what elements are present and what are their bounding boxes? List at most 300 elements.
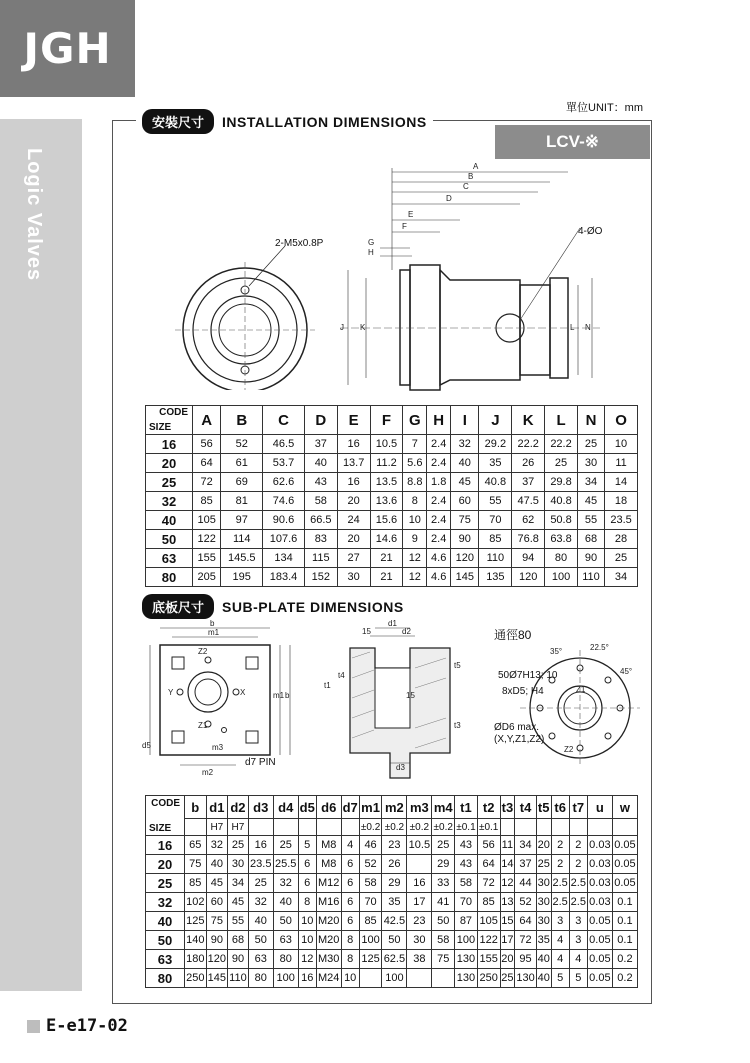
value-cell: 4	[341, 836, 359, 855]
size-cell: 80	[146, 568, 193, 587]
tolerance-cell: ±0.2	[407, 819, 432, 836]
value-cell: 60	[206, 893, 228, 912]
value-cell: 40	[273, 893, 298, 912]
value-cell: 21	[370, 549, 403, 568]
value-cell: 250	[477, 969, 500, 988]
table1-header: K	[512, 406, 545, 435]
table2-header: t7	[569, 796, 587, 819]
tolerance-cell	[185, 819, 207, 836]
tolerance-cell: ±0.2	[359, 819, 382, 836]
value-cell: 65	[185, 836, 207, 855]
value-cell: 155	[193, 549, 221, 568]
value-cell: 30	[577, 454, 604, 473]
value-cell: 100	[359, 931, 382, 950]
value-cell: 0.03	[587, 855, 612, 874]
value-cell: 110	[479, 549, 512, 568]
value-cell: 70	[455, 893, 478, 912]
svg-text:m3: m3	[212, 743, 224, 752]
tolerance-cell: ±0.1	[477, 819, 500, 836]
value-cell: 34	[515, 836, 537, 855]
table1-header: B	[221, 406, 263, 435]
value-cell: 105	[193, 511, 221, 530]
value-cell: 46	[359, 836, 382, 855]
table1-header: L	[545, 406, 578, 435]
ports-note: (X,Y,Z1,Z2)	[494, 734, 545, 745]
value-cell: 30	[536, 912, 551, 931]
value-cell: 6	[341, 874, 359, 893]
table2-header: d1	[206, 796, 228, 819]
svg-text:Z1: Z1	[576, 685, 586, 694]
size-cell: 25	[146, 473, 193, 492]
value-cell: 90	[206, 931, 228, 950]
svg-text:m1: m1	[273, 691, 285, 700]
value-cell: 110	[577, 568, 604, 587]
value-cell: M20	[316, 931, 341, 950]
value-cell: 0.03	[587, 893, 612, 912]
tolerance-cell	[587, 819, 612, 836]
value-cell: 13.7	[337, 454, 370, 473]
value-cell: M8	[316, 836, 341, 855]
value-cell: 6	[341, 893, 359, 912]
subplate-circular-view	[520, 640, 640, 770]
table2-header: t1	[455, 796, 478, 819]
value-cell: 0.05	[587, 931, 612, 950]
value-cell: 17	[407, 893, 432, 912]
table1-header: O	[605, 406, 638, 435]
value-cell: 58	[359, 874, 382, 893]
lcv-model-badge: LCV-※	[495, 125, 650, 159]
value-cell: 18	[605, 492, 638, 511]
value-cell: 80	[545, 549, 578, 568]
value-cell: 62	[512, 511, 545, 530]
table2-header: u	[587, 796, 612, 819]
table1-header: H	[427, 406, 451, 435]
table-row	[146, 855, 638, 874]
value-cell: 12	[403, 568, 427, 587]
value-cell: 50	[273, 912, 298, 931]
value-cell: M20	[316, 912, 341, 931]
value-cell: 12	[403, 549, 427, 568]
value-cell: 25	[500, 969, 515, 988]
value-cell: 87	[455, 912, 478, 931]
svg-text:G: G	[368, 238, 375, 247]
value-cell: 40	[536, 969, 551, 988]
value-cell: 22.2	[512, 435, 545, 454]
value-cell: 41	[432, 893, 455, 912]
value-cell: 52	[515, 893, 537, 912]
value-cell: 40	[304, 454, 337, 473]
value-cell: 58	[455, 874, 478, 893]
table1-header: J	[479, 406, 512, 435]
value-cell: 44	[515, 874, 537, 893]
value-cell: 80	[273, 950, 298, 969]
installation-badge: 安裝尺寸	[142, 109, 214, 134]
value-cell: 3	[569, 931, 587, 950]
value-cell: 58	[432, 931, 455, 950]
table-row	[146, 435, 638, 454]
value-cell: 100	[382, 969, 407, 988]
value-cell: 25	[536, 855, 551, 874]
value-cell: 30	[536, 893, 551, 912]
value-cell: 85	[359, 912, 382, 931]
value-cell: 2.5	[551, 893, 569, 912]
value-cell: 100	[455, 931, 478, 950]
value-cell: 90	[577, 549, 604, 568]
value-cell: 120	[206, 950, 228, 969]
value-cell: 32	[206, 836, 228, 855]
value-cell: 53.7	[263, 454, 305, 473]
value-cell: 6	[298, 874, 316, 893]
value-cell	[407, 855, 432, 874]
value-cell: 26	[382, 855, 407, 874]
size-cell: 40	[146, 511, 193, 530]
subplate-section-header	[136, 594, 410, 619]
value-cell: 60	[451, 492, 479, 511]
value-cell: 10	[298, 912, 316, 931]
value-cell: 130	[455, 969, 478, 988]
value-cell: 34	[605, 568, 638, 587]
value-cell: 107.6	[263, 530, 305, 549]
value-cell: 20	[337, 530, 370, 549]
value-cell: 55	[479, 492, 512, 511]
value-cell: 6	[341, 912, 359, 931]
value-cell: 0.2	[612, 950, 637, 969]
table-row	[146, 549, 638, 568]
installation-section-header	[136, 109, 433, 134]
value-cell: 25	[545, 454, 578, 473]
value-cell: 134	[263, 549, 305, 568]
value-cell: 0.05	[587, 912, 612, 931]
svg-text:Z1: Z1	[198, 721, 208, 730]
value-cell: 34	[577, 473, 604, 492]
value-cell: 11	[605, 454, 638, 473]
value-cell: 183.4	[263, 568, 305, 587]
value-cell: 23.5	[605, 511, 638, 530]
value-cell: 40	[451, 454, 479, 473]
value-cell: 30	[407, 931, 432, 950]
value-cell: 75	[206, 912, 228, 931]
table-row	[146, 931, 638, 950]
table2-header: m4	[432, 796, 455, 819]
svg-text:d1: d1	[388, 619, 397, 628]
value-cell: 10.5	[370, 435, 403, 454]
value-cell: 0.05	[612, 855, 637, 874]
value-cell: 40.8	[545, 492, 578, 511]
svg-text:b: b	[285, 691, 290, 700]
value-cell: 0.2	[612, 969, 637, 988]
value-cell: 4	[551, 950, 569, 969]
table1-header: D	[304, 406, 337, 435]
tolerance-cell	[536, 819, 551, 836]
table-row	[146, 950, 638, 969]
value-cell: 63.8	[545, 530, 578, 549]
value-cell: 29	[432, 855, 455, 874]
value-cell: 8	[341, 950, 359, 969]
value-cell: 61	[221, 454, 263, 473]
value-cell: 74.6	[263, 492, 305, 511]
value-cell: 52	[359, 855, 382, 874]
value-cell: 152	[304, 568, 337, 587]
tolerance-cell: ±0.2	[382, 819, 407, 836]
value-cell: 8	[403, 492, 427, 511]
value-cell: 33	[432, 874, 455, 893]
value-cell: 30	[536, 874, 551, 893]
value-cell: 4	[551, 931, 569, 950]
value-cell: 145.5	[221, 549, 263, 568]
value-cell: 4	[569, 950, 587, 969]
value-cell: 5.6	[403, 454, 427, 473]
value-cell: 62.6	[263, 473, 305, 492]
value-cell: 72	[515, 931, 537, 950]
table2-header: t2	[477, 796, 500, 819]
value-cell: 40	[206, 855, 228, 874]
svg-text:A: A	[473, 162, 479, 171]
svg-text:d3: d3	[396, 763, 405, 772]
value-cell: 125	[359, 950, 382, 969]
page-code: E-e17-02	[46, 1016, 128, 1036]
value-cell: 0.05	[587, 969, 612, 988]
table-row	[146, 492, 638, 511]
value-cell: 95	[515, 950, 537, 969]
value-cell: M16	[316, 893, 341, 912]
value-cell: 0.1	[612, 931, 637, 950]
value-cell: 64	[193, 454, 221, 473]
brand-logo: JGH	[0, 0, 135, 97]
size-cell: 50	[146, 530, 193, 549]
table-row	[146, 454, 638, 473]
value-cell: M30	[316, 950, 341, 969]
table1-header: N	[577, 406, 604, 435]
tolerance-cell: H7	[228, 819, 249, 836]
value-cell: 11	[500, 836, 515, 855]
size-cell: 80	[146, 969, 185, 988]
value-cell: 38	[407, 950, 432, 969]
footer-square-icon	[27, 1020, 40, 1033]
svg-text:d2: d2	[402, 627, 411, 636]
value-cell: 0.1	[612, 893, 637, 912]
table2-header: d5	[298, 796, 316, 819]
table2-code-label: CODE	[151, 797, 180, 809]
value-cell: 34	[228, 874, 249, 893]
value-cell: 12	[298, 950, 316, 969]
d6max-note: ØD6 max.	[494, 722, 540, 733]
table2-header: d3	[248, 796, 273, 819]
m5-thread-note: 2-M5x0.8P	[275, 238, 324, 249]
tolerance-cell	[298, 819, 316, 836]
table2-header: d4	[273, 796, 298, 819]
installation-title: INSTALLATION DIMENSIONS	[222, 113, 427, 130]
value-cell: 30	[337, 568, 370, 587]
size-cell: 63	[146, 950, 185, 969]
svg-text:35°: 35°	[550, 647, 563, 656]
value-cell: 180	[185, 950, 207, 969]
page-footer	[27, 1016, 128, 1036]
svg-text:J: J	[340, 323, 344, 332]
table-row	[146, 969, 638, 988]
value-cell: 1.8	[427, 473, 451, 492]
value-cell: 27	[337, 549, 370, 568]
value-cell: 50	[432, 912, 455, 931]
value-cell: 16	[248, 836, 273, 855]
value-cell: 114	[221, 530, 263, 549]
value-cell: 4.6	[427, 549, 451, 568]
value-cell: 47.5	[512, 492, 545, 511]
value-cell: 17	[500, 931, 515, 950]
table2-size-label: SIZE	[149, 822, 172, 834]
value-cell: 40	[248, 912, 273, 931]
size-cell: 32	[146, 893, 185, 912]
svg-text:F: F	[402, 222, 407, 231]
value-cell: 68	[228, 931, 249, 950]
value-cell: 63	[248, 950, 273, 969]
value-cell: 3	[569, 912, 587, 931]
value-cell: 21	[370, 568, 403, 587]
value-cell: 90	[228, 950, 249, 969]
value-cell: 23	[382, 836, 407, 855]
value-cell: 68	[577, 530, 604, 549]
value-cell: 11.2	[370, 454, 403, 473]
value-cell: 45	[577, 492, 604, 511]
table1-header: F	[370, 406, 403, 435]
size-cell: 25	[146, 874, 185, 893]
value-cell: 76.8	[512, 530, 545, 549]
value-cell: 30	[228, 855, 249, 874]
value-cell: M24	[316, 969, 341, 988]
value-cell: 155	[477, 950, 500, 969]
table1-header: G	[403, 406, 427, 435]
value-cell: 29.8	[545, 473, 578, 492]
value-cell: 56	[193, 435, 221, 454]
value-cell: 2.4	[427, 454, 451, 473]
spec2-note: 8xD5; H4	[502, 686, 544, 697]
table2-header: d6	[316, 796, 341, 819]
svg-text:d5: d5	[142, 741, 151, 750]
value-cell: 120	[512, 568, 545, 587]
value-cell: 85	[479, 530, 512, 549]
tolerance-cell	[273, 819, 298, 836]
table2-header: w	[612, 796, 637, 819]
value-cell: 64	[515, 912, 537, 931]
value-cell: 9	[403, 530, 427, 549]
value-cell: 110	[228, 969, 249, 988]
svg-text:X: X	[240, 688, 246, 697]
svg-text:t3: t3	[454, 721, 461, 730]
value-cell: 55	[228, 912, 249, 931]
table-row	[146, 893, 638, 912]
value-cell: 24	[337, 511, 370, 530]
tolerance-cell	[500, 819, 515, 836]
value-cell: 75	[451, 511, 479, 530]
value-cell: 40	[536, 950, 551, 969]
value-cell: 2.5	[551, 874, 569, 893]
value-cell: 0.03	[587, 836, 612, 855]
tolerance-cell	[341, 819, 359, 836]
svg-text:H: H	[368, 248, 374, 257]
value-cell: M12	[316, 874, 341, 893]
installation-dimensions-table	[145, 405, 638, 587]
value-cell: 130	[455, 950, 478, 969]
value-cell: 0.03	[587, 874, 612, 893]
value-cell: 2.4	[427, 492, 451, 511]
value-cell: 16	[407, 874, 432, 893]
value-cell: 10	[605, 435, 638, 454]
unit-label: 單位UNIT：mm	[566, 102, 643, 114]
value-cell: 63	[273, 931, 298, 950]
value-cell: 2.5	[569, 893, 587, 912]
value-cell: 43	[455, 836, 478, 855]
value-cell: 4.6	[427, 568, 451, 587]
tolerance-cell: H7	[206, 819, 228, 836]
svg-text:Z2: Z2	[564, 745, 574, 754]
value-cell: 83	[304, 530, 337, 549]
value-cell: 32	[451, 435, 479, 454]
value-cell: 25	[273, 836, 298, 855]
value-cell: 2	[551, 855, 569, 874]
value-cell: 69	[221, 473, 263, 492]
size-cell: 20	[146, 454, 193, 473]
table-row	[146, 530, 638, 549]
svg-text:E: E	[408, 210, 414, 219]
tolerance-cell	[612, 819, 637, 836]
bore-note: 通徑80	[494, 628, 532, 642]
value-cell: 7	[403, 435, 427, 454]
value-cell: 97	[221, 511, 263, 530]
table2-header: t5	[536, 796, 551, 819]
value-cell: 120	[451, 549, 479, 568]
value-cell: 100	[545, 568, 578, 587]
table2-header: t4	[515, 796, 537, 819]
value-cell: 40.8	[479, 473, 512, 492]
table2-header: b	[185, 796, 207, 819]
value-cell: 85	[185, 874, 207, 893]
value-cell: 130	[515, 969, 537, 988]
value-cell: 5	[551, 969, 569, 988]
svg-text:m2: m2	[202, 768, 214, 777]
table1-code-label: CODE	[159, 407, 188, 418]
value-cell: 2.4	[427, 435, 451, 454]
svg-text:t5: t5	[454, 661, 461, 670]
value-cell: 80	[248, 969, 273, 988]
value-cell: 5	[569, 969, 587, 988]
value-cell: 2	[551, 836, 569, 855]
svg-text:t1: t1	[324, 681, 331, 690]
table2-header: t3	[500, 796, 515, 819]
table1-header: C	[263, 406, 305, 435]
value-cell: 16	[337, 473, 370, 492]
table-row	[146, 874, 638, 893]
value-cell: 62.5	[382, 950, 407, 969]
pin-note: d7 PIN	[245, 757, 276, 768]
value-cell: 35	[479, 454, 512, 473]
value-cell: 25	[248, 874, 273, 893]
svg-text:b: b	[210, 620, 215, 628]
value-cell: 122	[477, 931, 500, 950]
value-cell: 25	[432, 836, 455, 855]
value-cell: 14	[605, 473, 638, 492]
value-cell: 100	[273, 969, 298, 988]
tolerance-cell	[551, 819, 569, 836]
value-cell: 115	[304, 549, 337, 568]
table2-header: m2	[382, 796, 407, 819]
svg-text:15: 15	[406, 691, 415, 700]
value-cell: 16	[337, 435, 370, 454]
value-cell: 50	[382, 931, 407, 950]
value-cell: 2.4	[427, 511, 451, 530]
value-cell: 140	[185, 931, 207, 950]
table2-header: m3	[407, 796, 432, 819]
subplate-title: SUB-PLATE DIMENSIONS	[222, 598, 404, 615]
value-cell: 205	[193, 568, 221, 587]
